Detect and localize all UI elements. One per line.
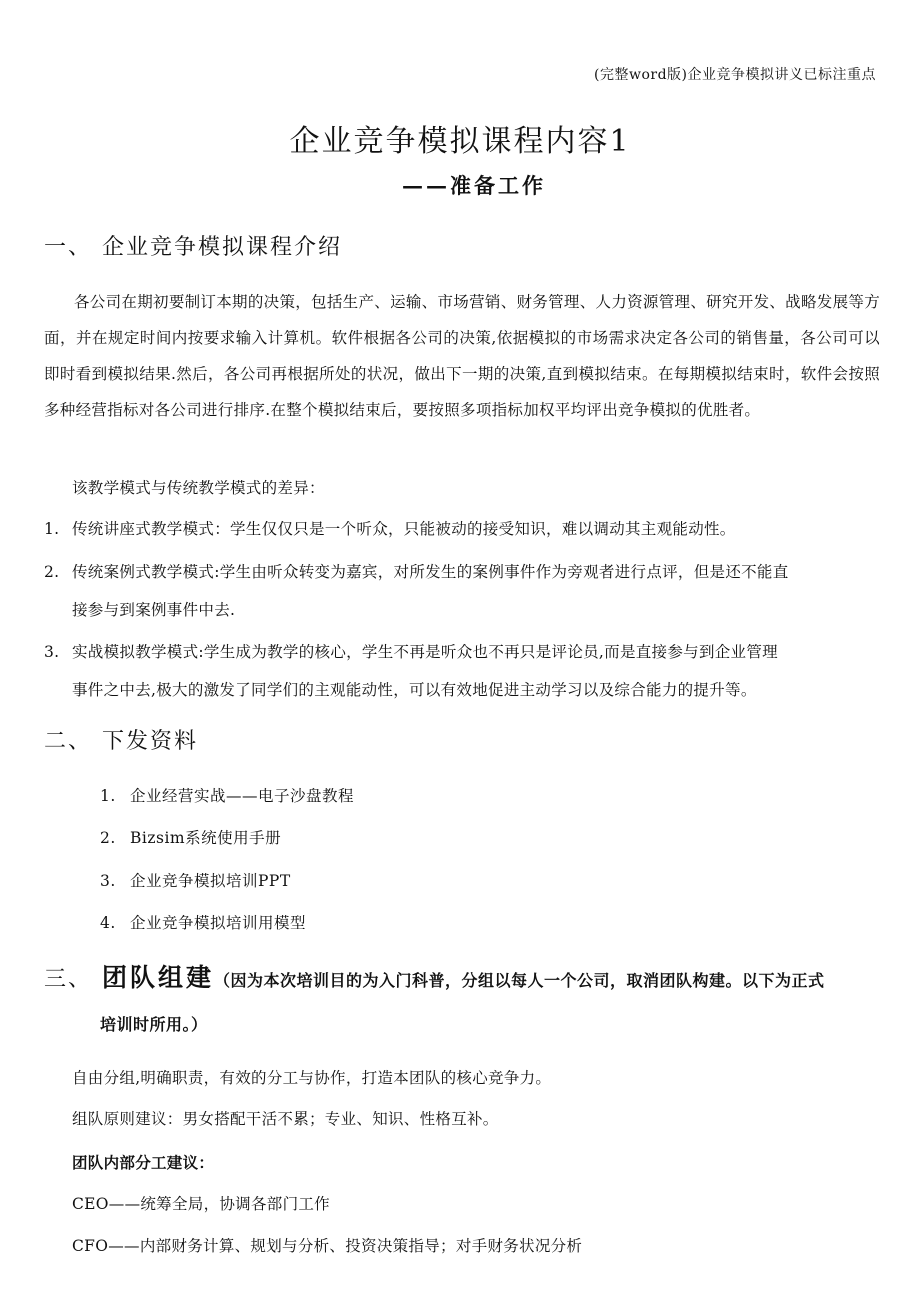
material-item-1-text: 企业经营实战——电子沙盘教程 — [130, 787, 355, 805]
page-title: 企业竞争模拟课程内容1 — [289, 124, 631, 159]
section-1-number: 一、 — [44, 235, 93, 260]
material-item-3-number: 3. — [100, 872, 116, 890]
team-line-1: 自由分组,明确职责，有效的分工与协作，打造本团队的核心竞争力。 — [72, 1069, 552, 1087]
section-3-heading — [44, 958, 825, 994]
diff-item-2-continuation: 接参与到案例事件中去. — [72, 601, 236, 619]
material-item-3-text: 企业竞争模拟培训PPT — [130, 872, 291, 890]
diff-item-2-number: 2. — [44, 563, 60, 581]
section-1-heading — [44, 230, 342, 261]
diff-item-3-continuation: 事件之中去,极大的激发了同学们的主观能动性，可以有效地促进主动学习以及综合能力的提升等。 — [72, 681, 757, 699]
role-ceo: CEO——统筹全局，协调各部门工作 — [72, 1195, 330, 1213]
material-item-4-number: 4. — [100, 914, 116, 932]
material-item-4-text: 企业竞争模拟培训用模型 — [130, 914, 307, 932]
section-3-number: 三、 — [44, 967, 93, 992]
diff-item-1-text: 传统讲座式教学模式：学生仅仅只是一个听众，只能被动的接受知识，难以调动其主观能动性。 — [72, 520, 736, 538]
material-item-2 — [100, 826, 281, 848]
diff-item-3-number: 3. — [44, 643, 60, 661]
material-item-3 — [100, 869, 291, 891]
material-item-2-number: 2. — [100, 829, 116, 847]
material-item-2-text: Bizsim系统使用手册 — [130, 829, 282, 847]
section-1-paragraph: 各公司在期初要制订本期的决策，包括生产、运输、市场营销、财务管理、人力资源管理、研究开发、战略发展等方面，并在规定时间内按要求输入计算机。软件根据各公司的决策,依据模拟的市场需求决定各公司的销售量，各公司可以即时看到模拟结果.然后，各公司再根据所处的状况，做出下一期的决策,直到模拟结束。在每期模拟结束时，软件会按照多种经营指标对各公司进行排序.在整个模拟结束后，要按照多项指标加权平均评出竞争模拟的优胜者。 — [44, 293, 880, 419]
diff-item-1 — [44, 510, 880, 548]
material-item-1 — [100, 784, 354, 806]
diff-item-1-number: 1. — [44, 520, 60, 538]
diff-item-3-text: 实战模拟教学模式:学生成为教学的核心，学生不再是听众也不再只是评论员,而是直接参与到企业管理 — [72, 643, 778, 661]
section-1-title: 企业竞争模拟课程介绍 — [102, 235, 343, 260]
diff-item-2 — [44, 553, 880, 629]
material-item-4 — [100, 911, 306, 933]
section-2-number: 二、 — [44, 729, 93, 754]
material-item-1-number: 1. — [100, 787, 116, 805]
team-line-2: 组队原则建议：男女搭配干活不累；专业、知识、性格互补。 — [72, 1110, 499, 1128]
division-title: 团队内部分工建议： — [72, 1153, 215, 1172]
page-subtitle: ——准备工作 — [402, 173, 546, 198]
role-cfo: CFO——内部财务计算、规划与分析、投资决策指导；对手财务状况分析 — [72, 1237, 583, 1255]
header-note: (完整word版)企业竞争模拟讲义已标注重点 — [594, 67, 876, 83]
section-3-note: （因为本次培训目的为入门科普，分组以每人一个公司，取消团队构建。以下为正式 — [214, 971, 825, 990]
section-3-title: 团队组建 — [102, 963, 215, 992]
section-3-note-continuation: 培训时所用。） — [100, 1015, 208, 1034]
section-2-title: 下发资料 — [102, 729, 199, 754]
diff-item-3 — [44, 633, 880, 709]
diff-intro: 该教学模式与传统教学模式的差异： — [72, 479, 325, 497]
section-2-heading — [44, 724, 198, 755]
diff-item-2-text: 传统案例式教学模式:学生由听众转变为嘉宾，对所发生的案例事件作为旁观者进行点评，但是还不能直 — [72, 563, 789, 581]
